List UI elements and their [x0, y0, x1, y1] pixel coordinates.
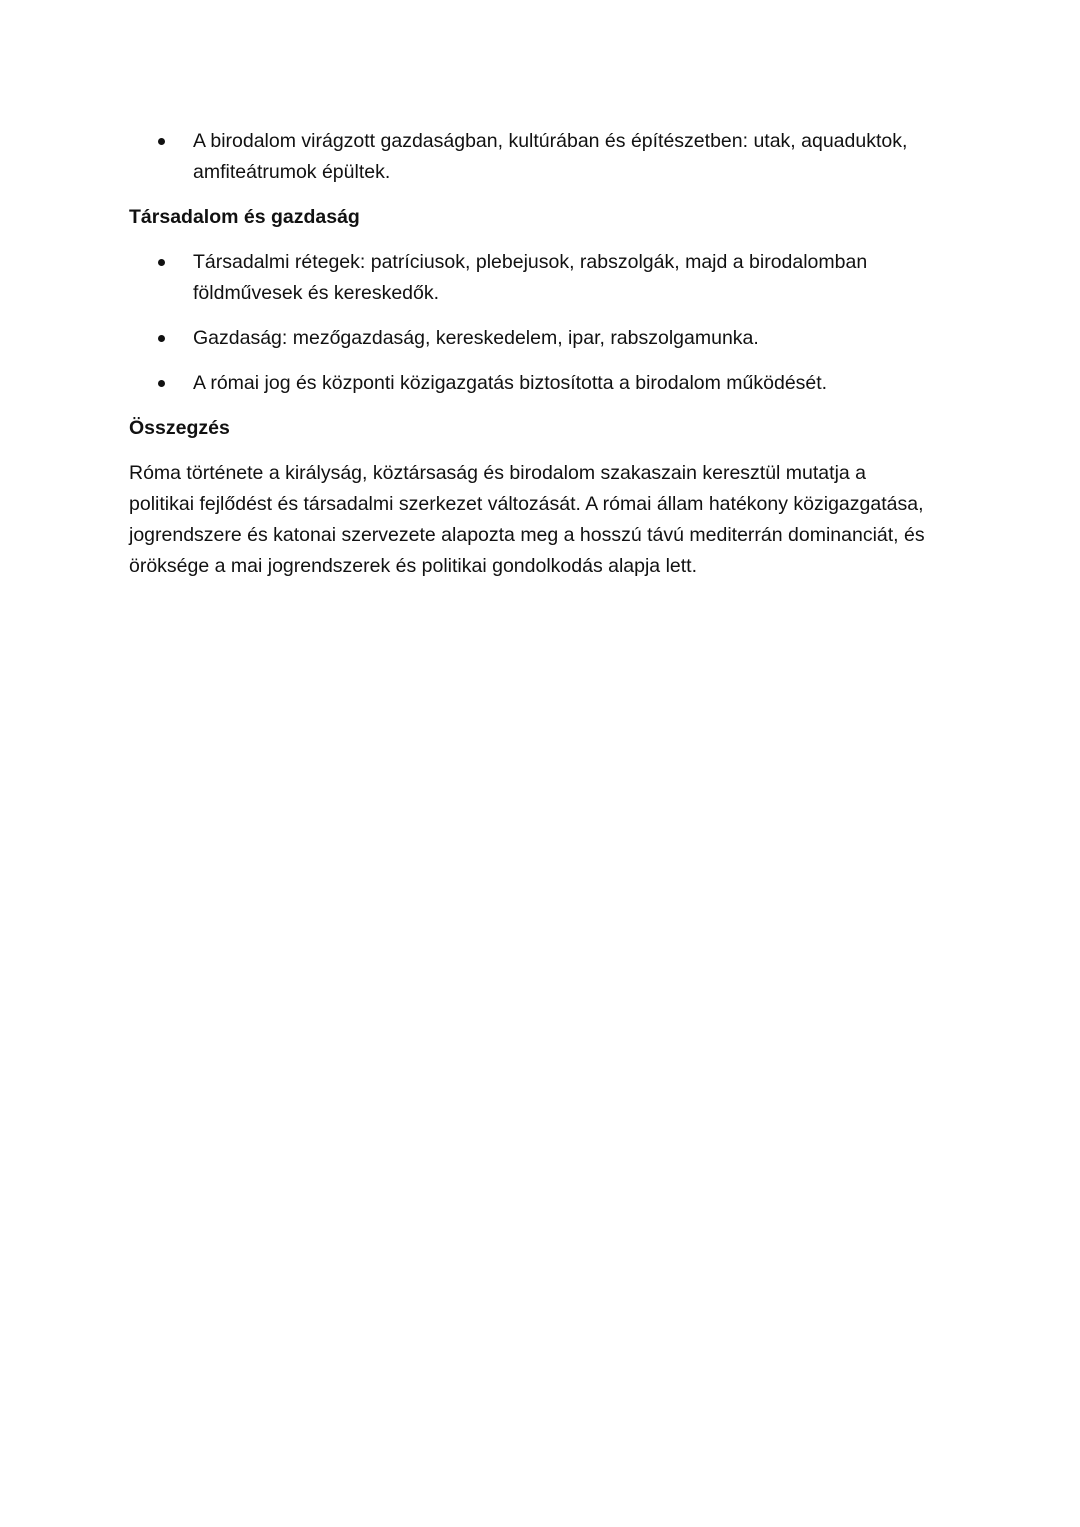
intro-bullet-list — [129, 126, 929, 188]
list-item — [129, 126, 929, 188]
society-bullet-list — [129, 247, 929, 399]
document-content — [129, 126, 929, 582]
bullet-icon — [158, 259, 165, 266]
list-item-text: A birodalom virágzott gazdaságban, kultúrában és építészetben: utak, aquaduktok, amfiteátrumok épültek. — [193, 130, 908, 183]
list-item — [129, 368, 929, 399]
bullet-icon — [158, 335, 165, 342]
list-item-text: A római jog és központi közigazgatás biztosította a birodalom működését. — [193, 372, 828, 394]
list-item — [129, 323, 929, 354]
bullet-icon — [158, 380, 165, 387]
list-item — [129, 247, 929, 309]
list-item-text: Társadalmi rétegek: patríciusok, plebejusok, rabszolgák, majd a birodalomban földművesek és kereskedők. — [193, 251, 868, 304]
section-heading-summary: Összegzés — [129, 417, 230, 439]
list-item-text: Gazdaság: mezőgazdaság, kereskedelem, ipar, rabszolgamunka. — [193, 327, 759, 349]
summary-paragraph: Róma története a királyság, köztársaság és birodalom szakaszain keresztül mutatja a politikai fejlődést és társadalmi szerkezet változását. A római állam hatékony közigazgatása, jogrendszere és katonai szervezete alapozta meg a hosszú távú mediterrán dominanciát, és öröksége a mai jogrendszerek és politikai gondolkodás alapja lett. — [129, 462, 925, 577]
bullet-icon — [158, 138, 165, 145]
section-heading-society: Társadalom és gazdaság — [129, 206, 360, 228]
